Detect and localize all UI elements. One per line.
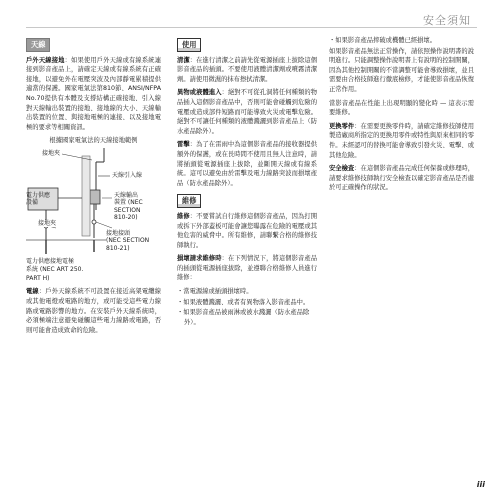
object-entry-term: 異物或液體進入 xyxy=(177,89,222,97)
servicing-text: ：不要嘗試自行維修這個影音產品，因為打開或拆下外部蓋板可能會讓您曝露在危險的電壓或其他危害的威脅中。所有維修，請聯繫合格的維修技師執行。 xyxy=(177,212,318,249)
replacement-parts-text: ：在需要更換零件時，請確定維修技師使用製造廠商所指定的更換用零件或特性與原來相同的零件。未經認可的替換可能會導致引發火災、電擊、或其他危險。 xyxy=(329,122,474,159)
damage-conditions-list-continued xyxy=(329,36,474,46)
label-grounding-electrode-system: 電力供應接地電極 系統 (NEC ART 250. PART H) xyxy=(26,257,84,282)
damage-service-term: 損壞請求維修時 xyxy=(177,255,222,263)
label-ground-clamp-bottom: 接地夾 xyxy=(38,219,57,227)
section-heading-antenna: 天線 xyxy=(26,38,50,52)
page-number: iii xyxy=(476,480,485,489)
antenna-grounding-diagram xyxy=(26,148,161,258)
cleaning-paragraph xyxy=(177,56,317,85)
list-item: ・如果液體濺灑、或者有異物落入影音產品中。 xyxy=(177,298,310,306)
label-grounding-conductors: 接地接頭 (NEC SECTION 810-21) xyxy=(106,229,150,252)
diagram-caption: 根據國家電氣法的天線接地範例 xyxy=(49,137,138,145)
header-divider xyxy=(26,27,477,28)
column-continued xyxy=(329,36,474,197)
replacement-parts-term: 更換零件 xyxy=(329,122,355,130)
label-service-equipment: 電力供應 設備 xyxy=(26,191,51,207)
outdoor-antenna-paragraph xyxy=(26,56,161,133)
label-ground-clamp-top: 接地夾 xyxy=(42,149,61,157)
label-antenna-discharge-unit: 天線輸出 裝置 (NEC SECTION 810-20) xyxy=(114,191,143,222)
cleaning-text: ：在進行清潔之前請先從電源插座上拔除這個影音產品的插頭。不要使用液體清潔劑或噴霧清潔劑。請使用微濕的抹布擦拭清潔。 xyxy=(177,56,318,83)
list-item: ・當電源線或插頭損壞時。 xyxy=(177,288,253,296)
section-heading-servicing: 維修 xyxy=(177,194,201,208)
object-entry-paragraph xyxy=(177,88,317,136)
lightning-term: 雷擊 xyxy=(177,141,190,149)
lightning-text: ：為了在雷雨中為這個影音產品的接收器提供額外的保護，或在長時間不使用且無人注意時，請將插頭從電源插座上拔除，並斷開天線或有線系統。這可以避免由於雷擊及電力線路突波而損壞產品（防水產品除外）。 xyxy=(177,141,318,187)
label-antenna-lead-in: 天線引入線 xyxy=(112,171,143,179)
list-item: ・如果影音產品被雨淋或被水濺灑（防水產品除外）。 xyxy=(177,309,310,326)
damage-service-paragraph xyxy=(177,254,317,283)
abnormal-operation-paragraph: 如果影音產品無法正常操作，請依照操作說明書的說明進行。只能調整操作說明書上有說明的控制開關，因為其他控制開關的不當調整可能會導致損壞，並且需要由合格技師進行徹底檢修，才能使影音產品恢復正常作用。 xyxy=(329,47,474,93)
power-lines-text: ：戶外天線系統不可設置在接近高架電纜線或其他電燈或電路的地方，或可能受這些電力線路或電路影響的地方。在安裝戶外天線系統時，必須極端注意避免碰觸這些電力線路或電路，否則可能會造成致命的危險。 xyxy=(26,288,162,334)
power-lines-term: 電線 xyxy=(26,288,39,296)
safety-check-term: 安全檢查 xyxy=(329,165,355,173)
servicing-term: 維修 xyxy=(177,212,190,220)
section-heading-use: 使用 xyxy=(177,38,201,52)
column-antenna xyxy=(26,36,161,339)
column-use xyxy=(177,36,317,328)
safety-check-paragraph xyxy=(329,164,474,193)
header-title: 安全須知 xyxy=(423,14,471,27)
power-lines-paragraph xyxy=(26,287,161,335)
cleaning-term: 清潔 xyxy=(177,56,190,64)
replacement-parts-paragraph xyxy=(329,122,474,160)
list-item: ・如果影音產品摔破或機體已經損壞。 xyxy=(329,37,437,44)
damage-service-text: ：在下列情況下，將這個影音產品的插頭從電源插座拔除，並遵聯合格維修人員進行維修： xyxy=(177,255,318,282)
outdoor-antenna-term: 戶外天線接地 xyxy=(26,56,65,64)
servicing-paragraph xyxy=(177,212,317,250)
object-entry-text: ：絕對不可從孔洞將任何種類的物品插入這個影音產品中，否則可能會碰觸到危險的電壓或造成部件短路而可能導致火災或電擊危險。絕對不可讓任何種類的液體濺灑到影音產品上（防水產品除外）。 xyxy=(177,89,318,135)
performance-change-paragraph: 當影音產品在性能上出現明顯的變化時 — 這表示需要維修。 xyxy=(329,99,474,117)
lightning-paragraph xyxy=(177,140,317,188)
outdoor-antenna-text: ：如果使用戶外天線或有線系統連接到影音產品上，請確定天線或有線系統有正確接地，以避免外在電壓突波及內部靜電累積提供適當的保護。國家電氣法第810節、ANSI/NFPA No.70提供有本體及支撐結構正確接地、引入線對天線輸出裝置的接地、接地線的大小、天線輸出裝置的位置、與接地電極的連接、以及接地電極的要求等相關資訊。 xyxy=(26,56,162,131)
damage-conditions-list xyxy=(177,287,317,327)
safety-check-text: ：在這個影音產品完成任何保養或修理時，請要求維修技師執行安全檢查以確定影音產品是否處於可正確操作的狀況。 xyxy=(329,165,474,192)
